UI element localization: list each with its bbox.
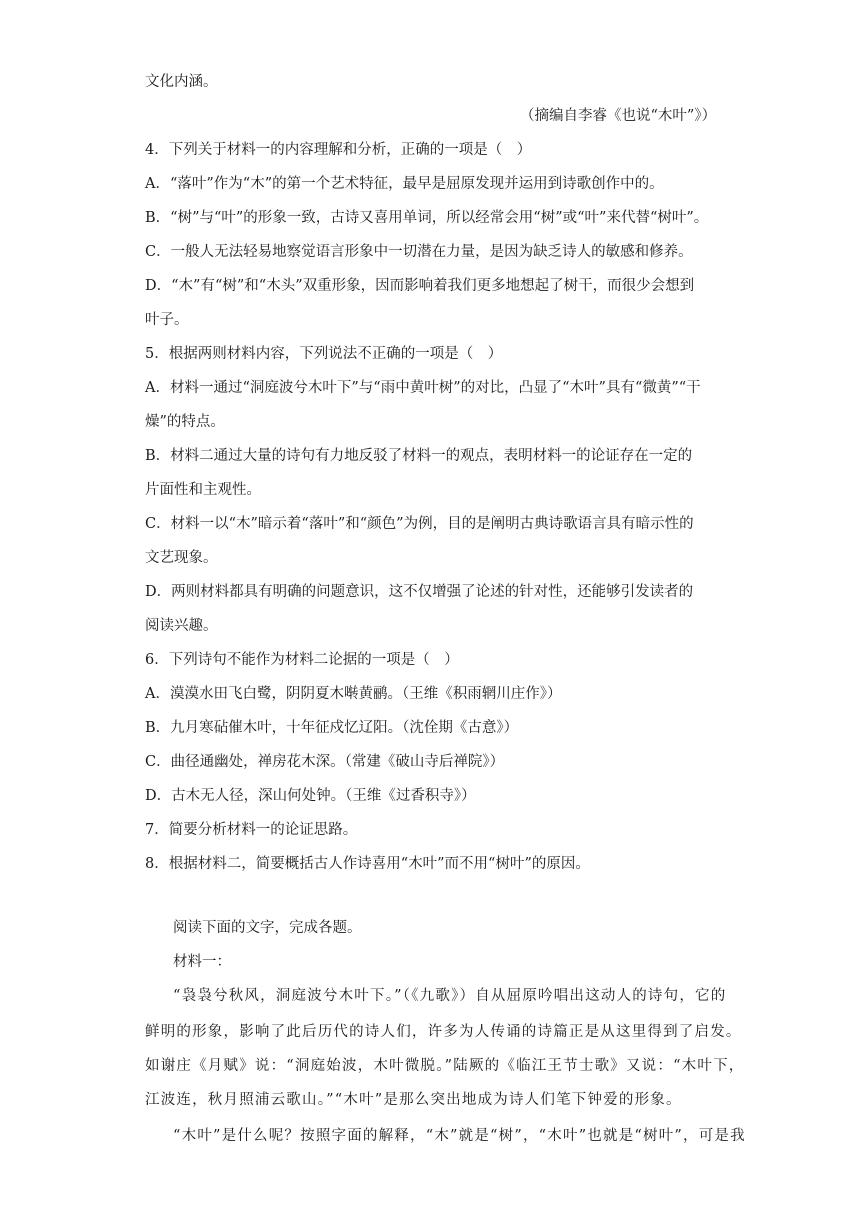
question-8: 8．根据材料二，简要概括古人作诗喜用“木叶”而不用“树叶”的原因。 [145, 856, 590, 872]
question-4: 4．下列关于材料一的内容理解和分析，正确的一项是（ ） [145, 142, 532, 158]
question-7: 7．简要分析材料一的论证思路。 [145, 822, 358, 838]
source-citation: （摘编自李睿《也说“木叶”》） [520, 108, 717, 124]
passage-line: “袅袅兮秋风，洞庭波兮木叶下。”（《九歌》）自从屈原吟唱出这动人的诗句，它的 [173, 988, 727, 1004]
passage-line: 如谢庄《月赋》说：“洞庭始波，木叶微脱。”陆厥的《临江王节士歌》又说：“木叶下， [145, 1058, 745, 1074]
option-4d-cont: 叶子。 [145, 312, 189, 328]
option-4d: D．“木”有“树”和“木头”双重形象，因而影响着我们更多地想起了树干，而很少会想到 [145, 278, 695, 294]
option-5b-cont: 片面性和主观性。 [145, 482, 261, 498]
option-6d: D．古木无人径，深山何处钟。（王维《过香积寺》） [145, 788, 476, 804]
option-4b: B．“树”与“叶”的形象一致，古诗又喜用单词，所以经常会用“树”或“叶”来代替“树叶”。 [145, 210, 709, 226]
passage-line: 江波连，秋月照浦云歌山。”“木叶”是那么突出地成为诗人们笔下钟爱的形象。 [145, 1092, 682, 1108]
option-5a-cont: 燥”的特点。 [145, 414, 225, 430]
passage-line: “木叶”是什么呢？按照字面的解释，“木”就是“树”，“木叶”也就是“树叶”，可是我 [173, 1128, 746, 1144]
material-heading: 材料一： [173, 954, 231, 970]
option-5b: B．材料二通过大量的诗句有力地反驳了材料一的观点，表明材料一的论证存在一定的 [145, 448, 693, 464]
reading-instruction: 阅读下面的文字，完成各题。 [173, 920, 362, 936]
option-6b: B．九月寒砧催木叶，十年征戍忆辽阳。（沈佺期《古意》） [145, 720, 519, 736]
question-6: 6．下列诗句不能作为材料二论据的一项是（ ） [145, 652, 459, 668]
question-5: 5．根据两则材料内容，下列说法不正确的一项是（ ） [145, 346, 503, 362]
option-5c: C．材料一以“木”暗示着“落叶”和“颜色”为例，目的是阐明古典诗歌语言具有暗示性的 [145, 516, 694, 532]
passage-line: 鲜明的形象，影响了此后历代的诗人们，许多为人传诵的诗篇正是从这里得到了启发。 [145, 1024, 742, 1040]
option-5a: A．材料一通过“洞庭波兮木叶下”与“雨中黄叶树”的对比，凸显了“木叶”具有“微黄”“干 [145, 380, 701, 396]
option-4a: A．“落叶”作为“木”的第一个艺术特征，最早是屈原发现并运用到诗歌创作中的。 [145, 176, 664, 192]
option-5d: D．两则材料都具有明确的问题意识，这不仅增强了论述的针对性，还能够引发读者的 [145, 584, 694, 600]
option-4c: C．一般人无法轻易地察觉语言形象中一切潜在力量，是因为缺乏诗人的敏感和修养。 [145, 244, 693, 260]
option-6a: A．漠漠水田飞白鹭，阴阴夏木啭黄鹂。（王维《积雨辋川庄作》） [145, 686, 562, 702]
option-5d-cont: 阅读兴趣。 [145, 618, 218, 634]
text-line: 文化内涵。 [145, 74, 218, 90]
option-6c: C．曲径通幽处，禅房花木深。（常建《破山寺后禅院》） [145, 754, 505, 770]
option-5c-cont: 文艺现象。 [145, 550, 218, 566]
